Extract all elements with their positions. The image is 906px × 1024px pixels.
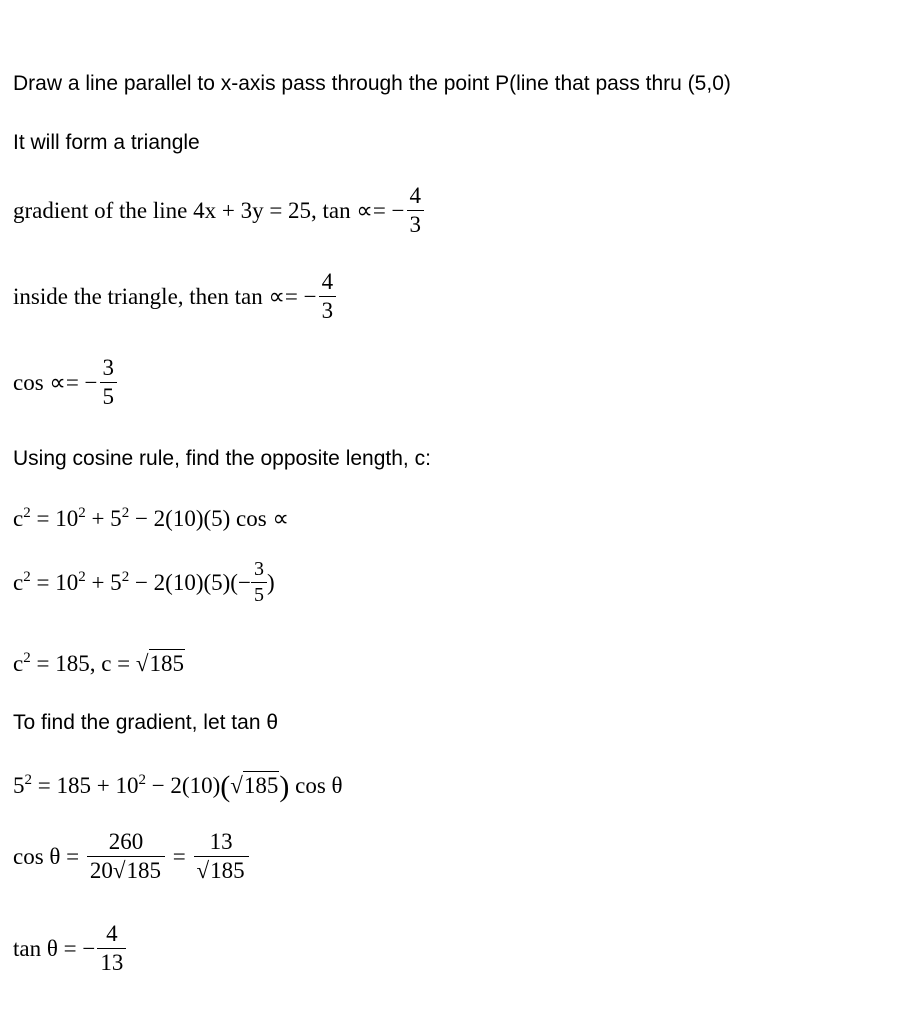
fraction-13 xyxy=(194,830,249,883)
fraction-numerator: 4 xyxy=(97,922,126,949)
exponent: 2 xyxy=(23,650,31,666)
eq-term: = 10 xyxy=(30,506,79,531)
cosine-rule-substituted xyxy=(13,558,275,608)
close-paren: ) xyxy=(266,569,275,595)
tan-theta-line xyxy=(13,921,128,977)
fraction-4-3 xyxy=(407,184,425,237)
eq-term: c xyxy=(13,651,24,676)
fraction-3-5 xyxy=(251,559,267,606)
exponent: 2 xyxy=(23,568,31,585)
fraction-denominator xyxy=(194,857,249,883)
eq-term: − 2(10) xyxy=(145,773,221,798)
gradient-note xyxy=(13,712,278,733)
square-root: √185 xyxy=(230,773,279,798)
triangle-note: It will form a triangle xyxy=(13,131,200,154)
inside-triangle-text: inside the triangle, then tan ∝= − xyxy=(13,283,317,309)
gradient-line xyxy=(13,183,426,239)
instruction-line: Draw a line parallel to x-axis pass through the point P(line that pass thru (5,0) xyxy=(13,72,731,95)
cos-theta-line xyxy=(13,829,251,885)
exponent: 2 xyxy=(24,772,32,788)
exponent: 2 xyxy=(121,568,130,585)
close-paren: ) xyxy=(279,770,290,803)
fraction-denominator: 5 xyxy=(253,584,264,606)
equals-sign: = xyxy=(167,843,192,869)
fraction-denominator xyxy=(87,857,165,883)
fraction-numerator: 4 xyxy=(319,270,337,297)
fraction-numerator: 3 xyxy=(100,356,118,383)
open-paren: ( xyxy=(220,770,231,803)
radicand: 185 xyxy=(126,858,162,884)
square-root: √185 xyxy=(196,858,245,884)
inside-triangle-line xyxy=(13,269,338,325)
eq-term: − 2(10)(5) cos ∝ xyxy=(129,506,289,531)
square-root: √185 xyxy=(135,651,184,676)
exponent: 2 xyxy=(23,505,31,521)
eq-term: + 5 xyxy=(85,569,122,595)
eq-term: cos θ = xyxy=(13,843,85,869)
cos-alpha-line xyxy=(13,355,119,411)
cosine-rule-note: Using cosine rule, find the opposite length, c: xyxy=(13,447,431,470)
eq-term: = 10 xyxy=(30,569,79,595)
eq-term: c xyxy=(13,569,24,595)
eq-term: tan θ = − xyxy=(13,935,96,961)
fraction-numerator: 3 xyxy=(251,559,267,583)
exponent: 2 xyxy=(78,568,86,585)
fraction-denominator: 3 xyxy=(321,298,334,324)
gradient-note-text: To find the gradient, let tan θ xyxy=(13,711,279,734)
eq-term: cos θ xyxy=(289,773,343,798)
fraction-260 xyxy=(87,830,165,883)
theta-cosine-equation xyxy=(13,772,343,802)
fraction-4-13 xyxy=(97,922,126,975)
exponent: 2 xyxy=(121,505,130,521)
coefficient: 20 xyxy=(89,858,113,884)
eq-term: + 5 xyxy=(85,506,122,531)
fraction-numerator: 4 xyxy=(407,184,425,211)
square-root: √185 xyxy=(112,858,162,884)
fraction-denominator: 3 xyxy=(409,212,422,238)
exponent: 2 xyxy=(78,505,86,521)
eq-term: 5 xyxy=(13,773,25,798)
eq-term: − 2(10)(5)(− xyxy=(129,569,251,595)
fraction-numerator: 260 xyxy=(87,830,165,857)
fraction-4-3 xyxy=(319,270,337,323)
fraction-denominator: 13 xyxy=(100,950,124,976)
eq-term: c xyxy=(13,506,24,531)
cos-alpha-text: cos ∝= − xyxy=(13,369,98,395)
eq-term: = 185 + 10 xyxy=(32,773,139,798)
radicand: 185 xyxy=(243,773,279,798)
radicand: 185 xyxy=(149,651,184,676)
fraction-3-5 xyxy=(100,356,118,409)
exponent: 2 xyxy=(138,772,146,788)
radicand: 185 xyxy=(210,858,245,884)
gradient-text: gradient of the line 4x + 3y = 25, tan ∝= − xyxy=(13,197,405,223)
c-value-line xyxy=(13,651,185,675)
cosine-rule-equation xyxy=(13,506,289,530)
eq-term: = 185, c = xyxy=(30,651,136,676)
fraction-denominator: 5 xyxy=(102,384,115,410)
fraction-numerator: 13 xyxy=(194,830,249,857)
